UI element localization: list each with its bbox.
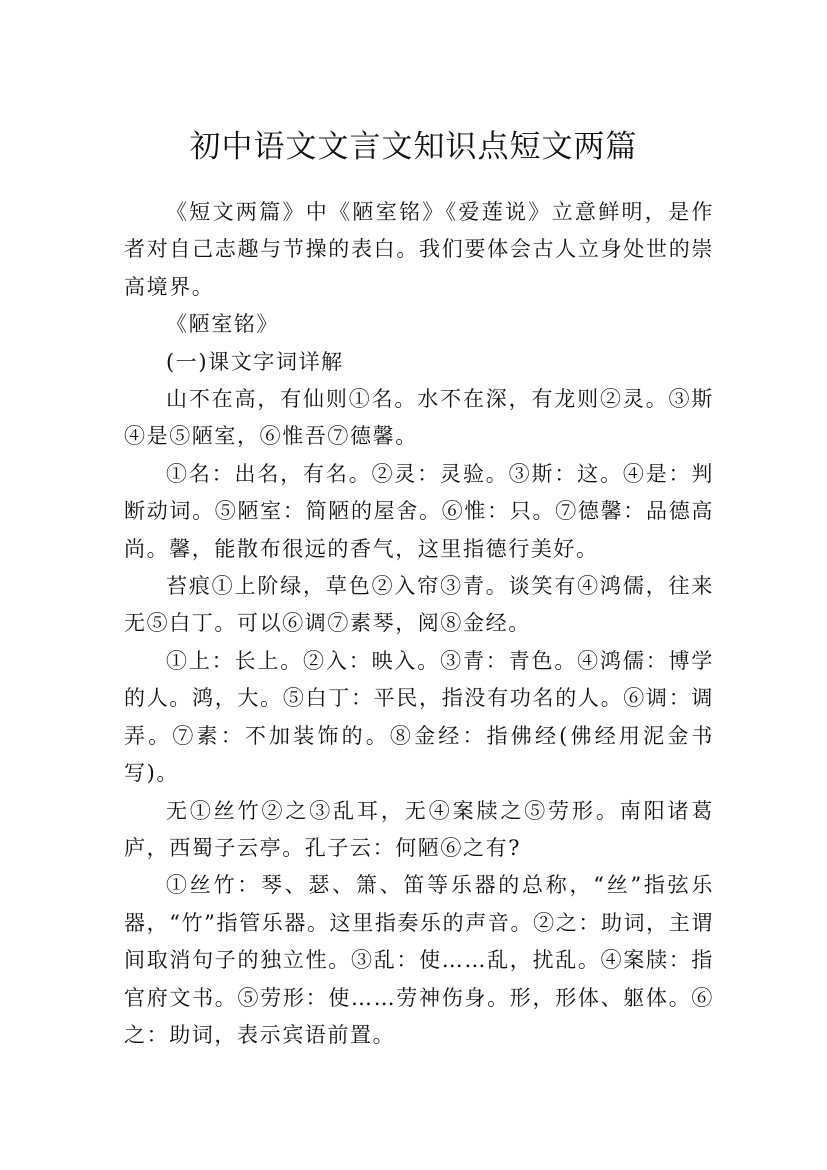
section-heading-loushiming: 《陋室铭》 bbox=[166, 312, 279, 337]
document-body bbox=[124, 194, 714, 1054]
original-text-paragraph-1: 山不在高，有仙则①名。水不在深，有龙则②灵。③斯④是⑤陋室，⑥惟吾⑦德馨。 bbox=[124, 387, 714, 449]
annotation-paragraph-1: ①名：出名，有名。②灵：灵验。③斯：这。④是：判断动词。⑤陋室：简陋的屋舍。⑥惟：只。⑦德馨：品德高尚。馨，能散布很远的香气，这里指德行美好。 bbox=[124, 461, 714, 561]
annotation-paragraph-3: ①丝竹：琴、瑟、箫、笛等乐器的总称，“丝”指弦乐器，“竹”指管乐器。这里指奏乐的声音。②之：助词，主谓间取消句子的独立性。③乱：使……乱，扰乱。④案牍：指官府文书。⑤劳形：使……劳神伤身。形，形体、躯体。⑥之：助词，表示宾语前置。 bbox=[124, 873, 714, 1047]
subsection-heading: (一)课文字词详解 bbox=[166, 349, 344, 374]
intro-paragraph: 《短文两篇》中《陋室铭》《爱莲说》立意鲜明，是作者对自己志趣与节操的表白。我们要体会古人立身处世的崇高境界。 bbox=[124, 200, 714, 299]
original-text-paragraph-2: 苔痕①上阶绿，草色②入帘③青。谈笑有④鸿儒，往来无⑤白丁。可以⑥调⑦素琴，阅⑧金经。 bbox=[124, 574, 714, 636]
annotation-paragraph-2: ①上：长上。②入：映入。③青：青色。④鸿儒：博学的人。鸿，大。⑤白丁：平民，指没有功名的人。⑥调：调弄。⑦素：不加装饰的。⑧金经：指佛经(佛经用泥金书写)。 bbox=[124, 648, 714, 786]
original-text-paragraph-3: 无①丝竹②之③乱耳，无④案牍之⑤劳形。南阳诸葛庐，西蜀子云亭。孔子云：何陋⑥之有? bbox=[124, 798, 714, 860]
document-title: 初中语文文言文知识点短文两篇 bbox=[189, 128, 638, 165]
